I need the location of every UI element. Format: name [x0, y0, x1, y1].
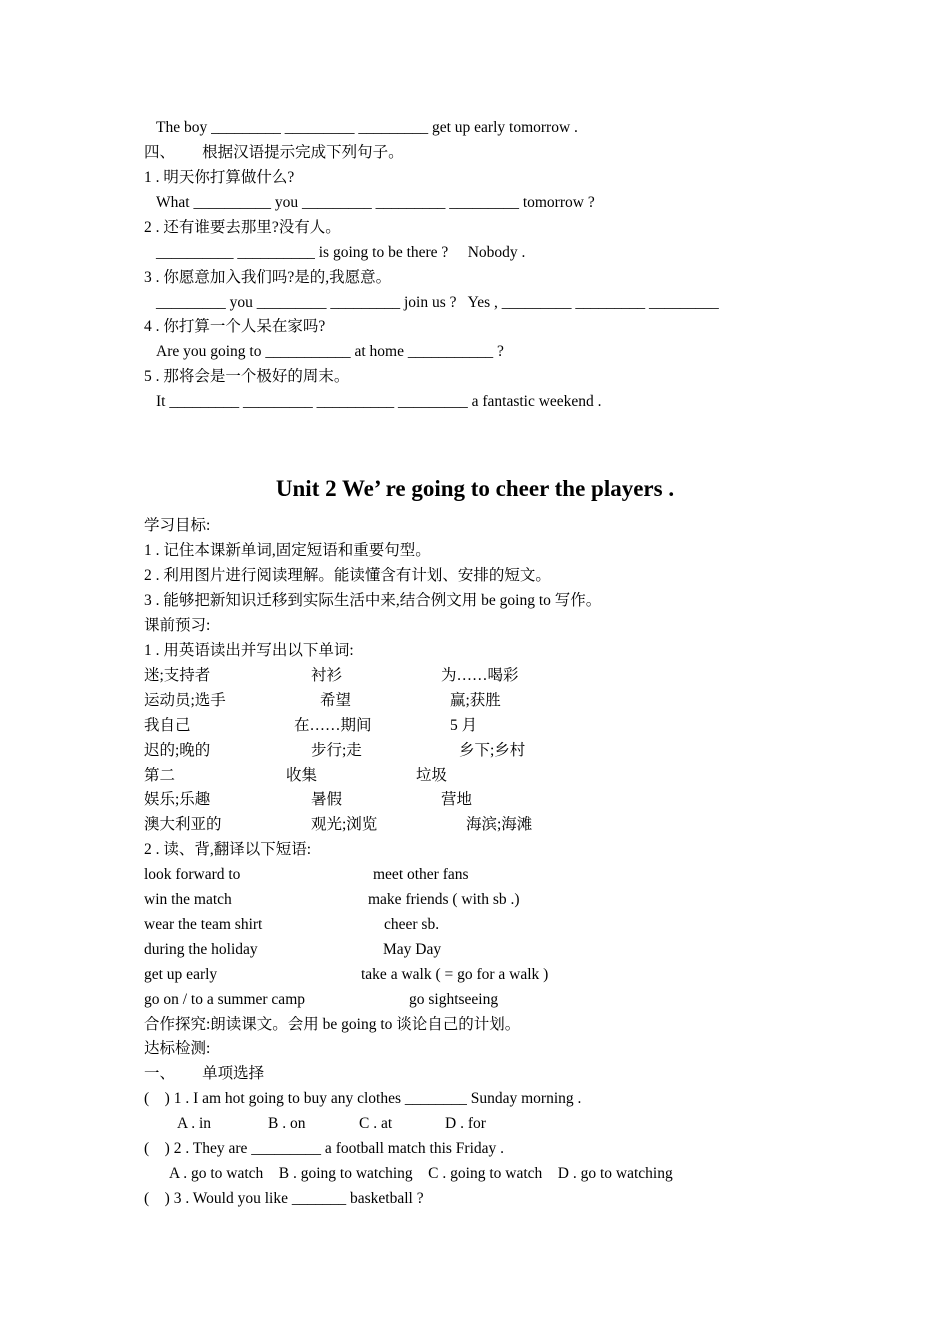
vocab-word: 观光;浏览 [311, 816, 378, 833]
mc-question: ( ) 1 . I am hot going to buy any clothes ________ Sunday morning . [144, 1090, 582, 1107]
question-en: __________ __________ is going to be there ? Nobody . [156, 244, 526, 261]
phrase: wear the team shirt [144, 916, 263, 933]
vocab-word: 第二 [144, 767, 176, 784]
mc-options: A . go to watch B . going to watching C . going to watch D . go to watching [169, 1165, 673, 1182]
vocab-word: 乡下;乡村 [459, 742, 526, 759]
phrase: go on / to a summer camp [144, 991, 305, 1008]
goal-item: 3 . 能够把新知识迁移到实际生活中来,结合例文用 be going to 写作。 [144, 592, 602, 609]
section-heading: 四、 根据汉语提示完成下列句子。 [144, 144, 404, 161]
phrase: win the match [144, 891, 232, 908]
phrase: get up early [144, 966, 218, 983]
mc-option: C . at [359, 1115, 393, 1132]
phrase: meet other fans [373, 866, 469, 883]
section-heading: 一、 单项选择 [144, 1065, 265, 1082]
phrase: during the holiday [144, 941, 258, 958]
vocab-word: 为……喝彩 [441, 667, 519, 684]
test-heading: 达标检测: [144, 1040, 211, 1057]
question-en: Are you going to ___________ at home ___________ ? [156, 343, 504, 360]
preview-heading: 课前预习: [144, 617, 211, 634]
vocab-word: 娱乐;乐趣 [144, 791, 211, 808]
unit-title: Unit 2 We’ re going to cheer the players . [275, 476, 675, 501]
phrase: cheer sb. [384, 916, 440, 933]
mc-question: ( ) 2 . They are _________ a football match this Friday . [144, 1140, 505, 1157]
question-cn: 5 . 那将会是一个极好的周末。 [144, 368, 350, 385]
vocab-word: 5 月 [450, 717, 478, 734]
vocab-word: 暑假 [311, 791, 343, 808]
vocab-word: 我自己 [144, 717, 191, 734]
mc-question: ( ) 3 . Would you like _______ basketball ? [144, 1190, 424, 1207]
question-cn: 2 . 还有谁要去那里?没有人。 [144, 219, 341, 236]
vocab-word: 迷;支持者 [144, 667, 211, 684]
phrase: look forward to [144, 866, 241, 883]
vocab-word: 澳大利亚的 [144, 816, 222, 833]
vocab-word: 营地 [441, 791, 473, 808]
question-cn: 4 . 你打算一个人呆在家吗? [144, 318, 326, 335]
vocab-word: 迟的;晚的 [144, 742, 211, 759]
vocab-word: 衬衫 [311, 667, 343, 684]
goal-item: 2 . 利用图片进行阅读理解。能读懂含有计划、安排的短文。 [144, 567, 551, 584]
goal-item: 1 . 记住本课新单词,固定短语和重要句型。 [144, 542, 431, 559]
vocab-word: 垃圾 [416, 767, 448, 784]
cooperation-text: 合作探究:朗读课文。会用 be going to 谈论自己的计划。 [144, 1016, 521, 1033]
phrase: make friends ( with sb .) [368, 891, 520, 908]
vocab-word: 步行;走 [311, 742, 362, 759]
vocab-word: 海滨;海滩 [466, 816, 533, 833]
vocab-word: 在……期间 [294, 717, 372, 734]
phrase: May Day [383, 941, 442, 958]
phrase: take a walk ( = go for a walk ) [361, 966, 549, 983]
phrase: go sightseeing [409, 991, 499, 1008]
question-cn: 3 . 你愿意加入我们吗?是的,我愿意。 [144, 269, 392, 286]
phrase-heading: 2 . 读、背,翻译以下短语: [144, 841, 312, 858]
vocab-word: 希望 [320, 692, 352, 709]
vocab-word: 运动员;选手 [144, 692, 226, 709]
goals-heading: 学习目标: [144, 517, 211, 534]
question-en: _________ you _________ _________ join us ? Yes , _________ _________ _________ [156, 294, 719, 311]
mc-option: D . for [445, 1115, 486, 1132]
vocab-heading: 1 . 用英语读出并写出以下单词: [144, 642, 354, 659]
fill-in-line: The boy _________ _________ _________ get up early tomorrow . [156, 119, 578, 136]
vocab-word: 赢;获胜 [450, 692, 501, 709]
mc-option: A . in [177, 1115, 212, 1132]
question-en: It _________ _________ __________ _________ a fantastic weekend . [156, 393, 602, 410]
question-cn: 1 . 明天你打算做什么? [144, 169, 295, 186]
mc-option: B . on [268, 1115, 306, 1132]
vocab-word: 收集 [286, 767, 318, 784]
question-en: What __________ you _________ _________ _________ tomorrow ? [156, 194, 595, 211]
